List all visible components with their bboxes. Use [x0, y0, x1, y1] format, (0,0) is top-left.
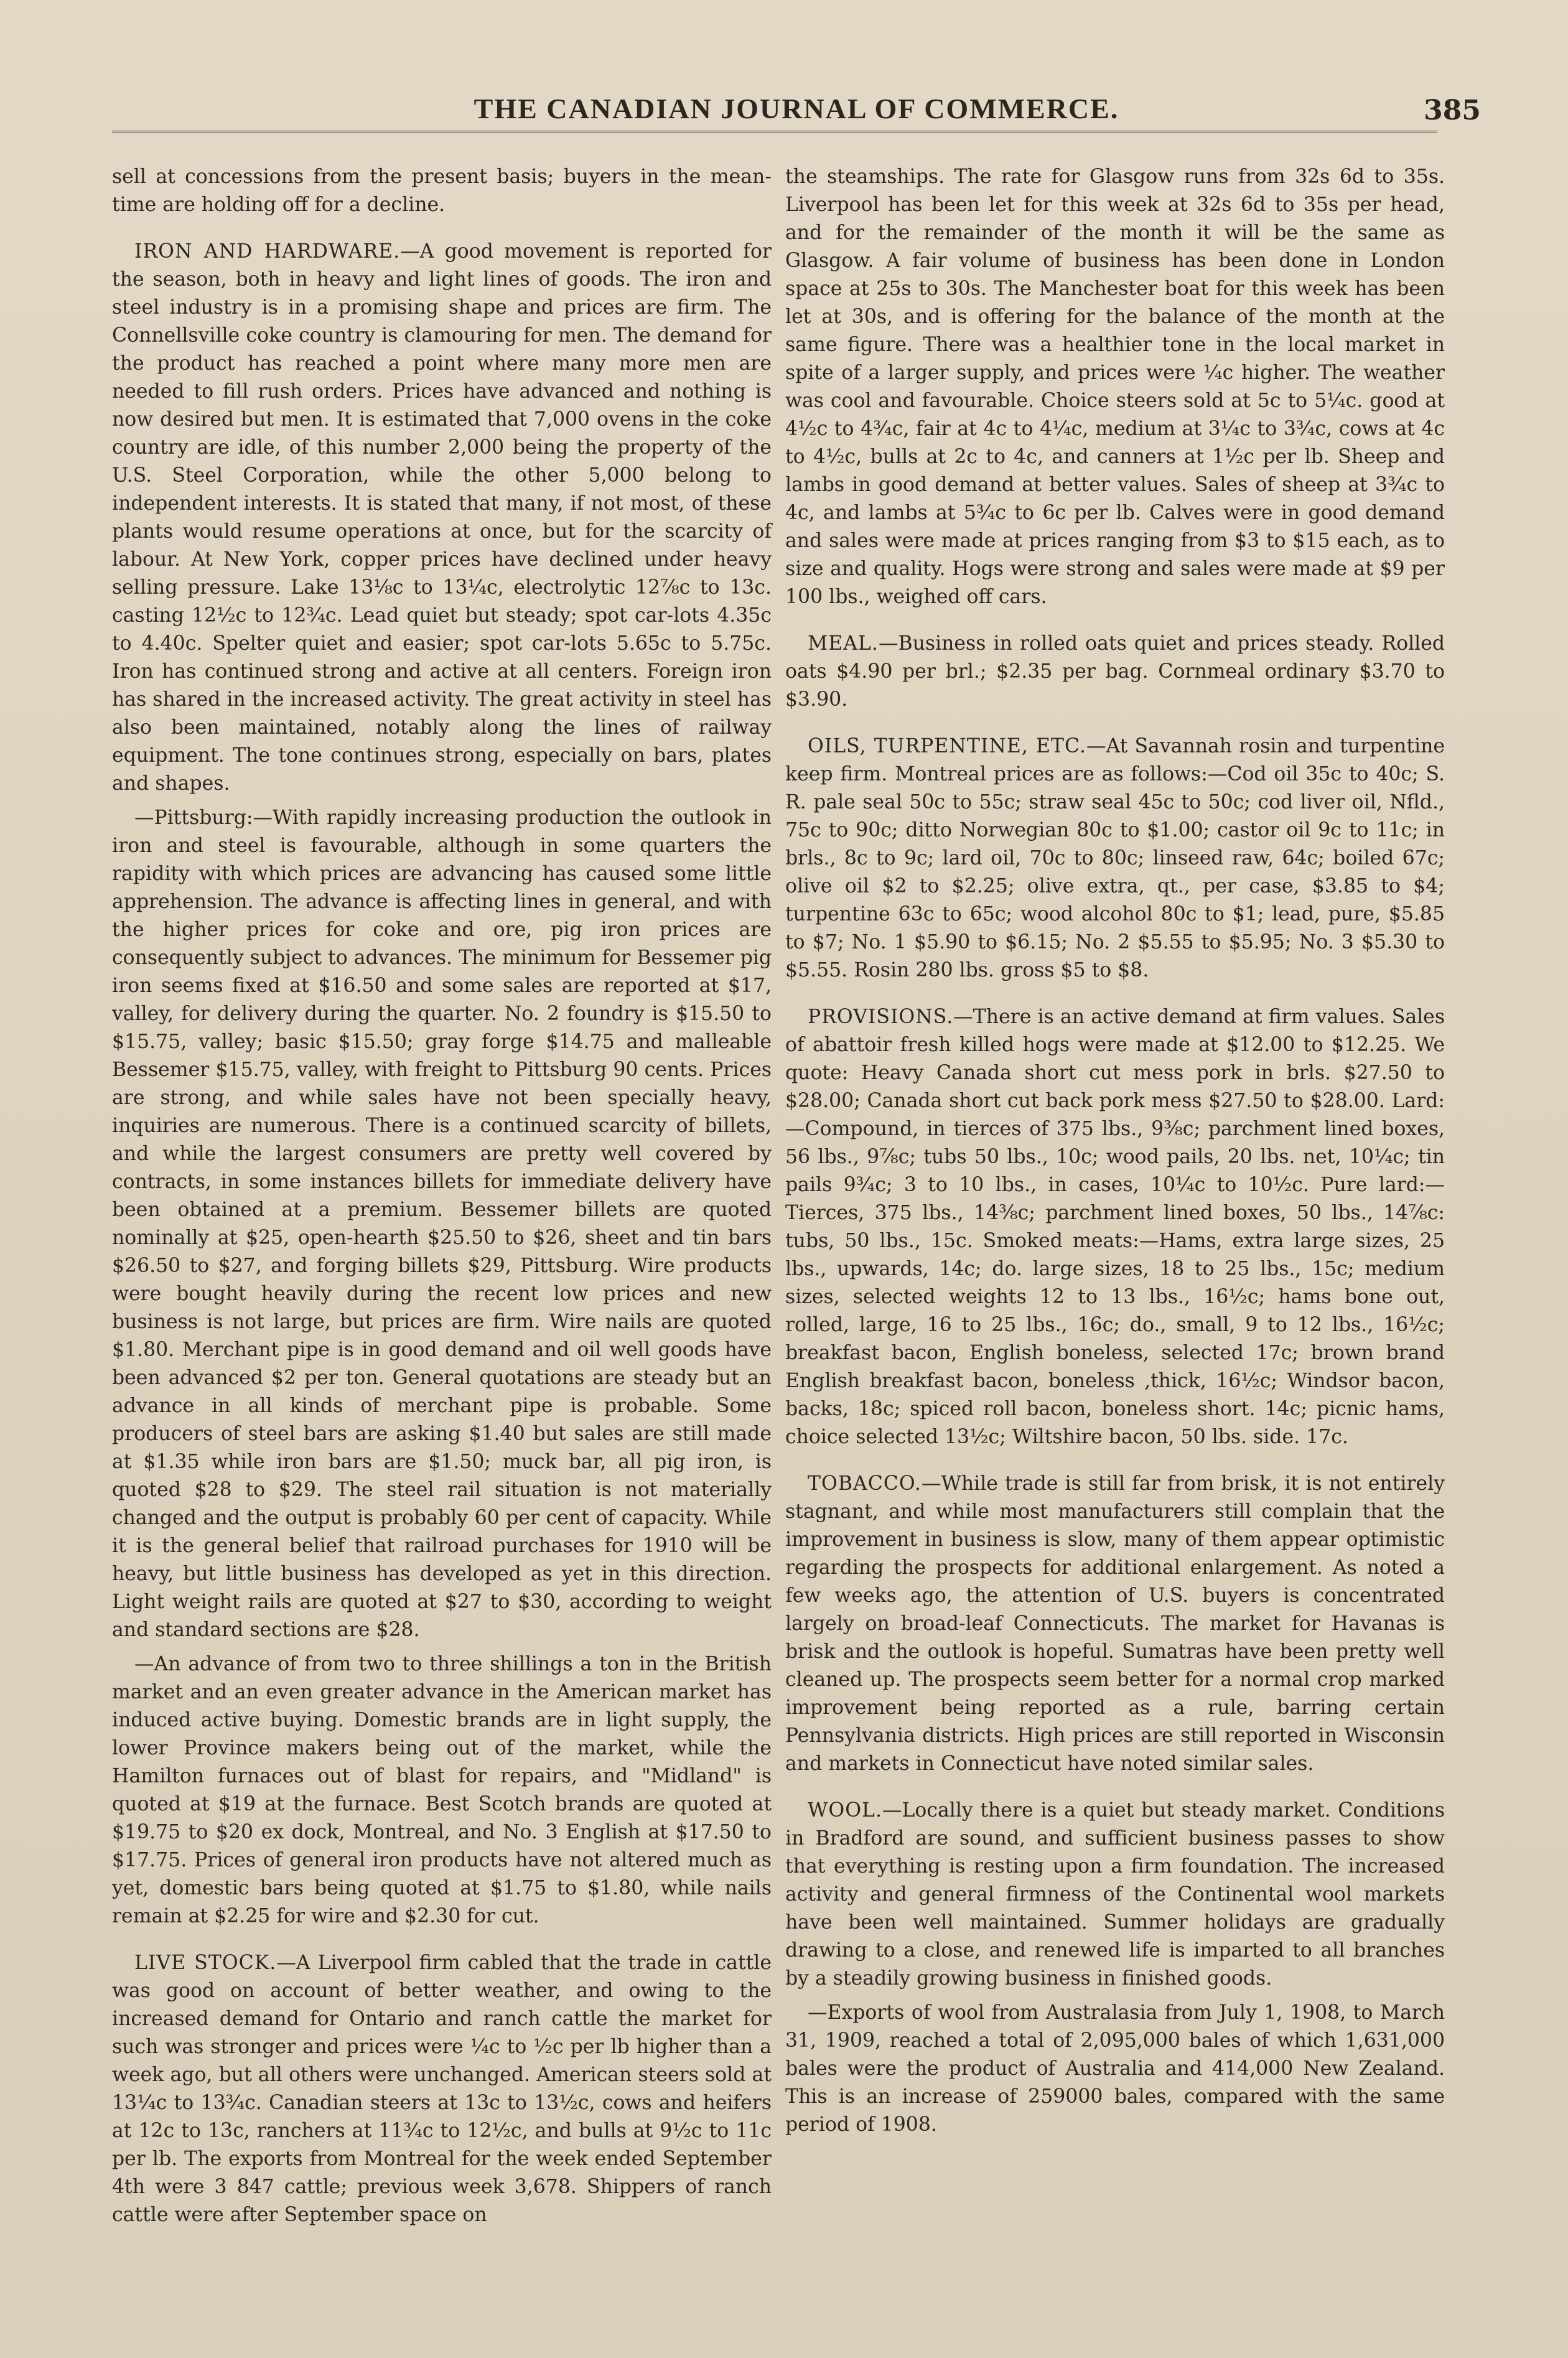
wool-section: [785, 1797, 1445, 1993]
section-body: —While trade is still far from brisk, it is not entirely stagnant, and while most manufacturers still complain that the improvement in business is slow, many of them appear optimistic regarding the prospects for additional enlargement. As noted a few weeks ago, the attention of U.S. buyers is concentrated largely on broad-leaf Connecticuts. The market for Havanas is brisk and the outlook is hopeful. Sumatras have been pretty well cleaned up. The prospects seem better for a normal crop marked improvement being reported as a rule, barring certain Pennsylvania districts. High prices are still reported in Wisconsin and markets in Connecticut have noted similar sales.: [785, 1472, 1445, 1775]
section-heading: TOBACCO.: [808, 1472, 922, 1495]
header-rule: [112, 131, 1437, 133]
section-heading: OILS, TURPENTINE, ETC.: [808, 735, 1086, 757]
section-heading: MEAL.: [808, 632, 879, 655]
section-body: —Business in rolled oats quiet and prices steady. Rolled oats $4.90 per brl.; $2.35 per bag. Cornmeal ordinary $3.70 to $3.90.: [785, 632, 1445, 711]
section-body: —Locally there is a quiet but steady market. Conditions in Bradford are sound, and sufficient business passes to show that everything is resting upon a firm foundation. The increased activity and general firmness of the Continental wool markets have been well maintained. Summer holidays are gradually drawing to a close, and renewed life is imparted to all branches by a steadily growing business in finished goods.: [785, 1799, 1445, 1990]
journal-title: THE CANADIAN JOURNAL OF COMMERCE.: [474, 93, 1119, 124]
iron-hardware-section: [112, 238, 772, 798]
section-body: —A Liverpool firm cabled that the trade in cattle was good on account of better weather, and owing to the increased demand for Ontario and ranch cattle the market for such was stronger and prices were ¼c to ½c per lb higher than a week ago, but all others were unchanged. American steers sold at 13¼c to 13¾c. Canadian steers at 13c to 13½c, cows and heifers at 12c to 13c, ranchers at 11¾c to 12½c, and bulls at 9½c to 11c per lb. The exports from Montreal for the week ended September 4th were 3 847 cattle; previous week 3,678. Shippers of ranch cattle were after September space on: [112, 1952, 772, 2226]
meal-section: [785, 630, 1445, 714]
page-header: [112, 87, 1481, 143]
section-body: —There is an active demand at firm values. Sales of abattoir fresh killed hogs were made at $12.00 to $12.25. We quote: Heavy Canada short cut mess pork in brls. $27.50 to $28.00; Canada short cut back pork mess $27.50 to $28.00. Lard:—Compound, in tierces of 375 lbs., 9⅜c; parchment lined boxes, 56 lbs., 9⅞c; tubs 50 lbs., 10c; wood pails, 20 lbs. net, 10¼c; tin pails 9¾c; 3 to 10 lbs., in cases, 10¼c to 10½c. Pure lard:—Tierces, 375 lbs., 14⅜c; parchment lined boxes, 50 lbs., 14⅞c: tubs, 50 lbs., 15c. Smoked meats:—Hams, extra large sizes, 25 lbs., upwards, 14c; do. large sizes, 18 to 25 lbs., 15c; medium sizes, selected weights 12 to 13 lbs., 16½c; hams bone out, rolled, large, 16 to 25 lbs., 16c; do., small, 9 to 12 lbs., 16½c; breakfast bacon, English boneless, selected 17c; brown brand English breakfast bacon, boneless ,thick, 16½c; Windsor bacon, backs, 18c; spiced roll bacon, boneless short. 14c; picnic hams, choice selected 13½c; Wiltshire bacon, 50 lbs. side. 17c.: [785, 1006, 1445, 1448]
oils-section: [785, 732, 1445, 985]
section-heading: IRON AND HARDWARE.: [134, 240, 401, 263]
section-heading: LIVE STOCK.: [134, 1952, 277, 1974]
section-body: —At Savannah rosin and turpentine keep firm. Montreal prices are as follows:—Cod oil 35c to 40c; S. R. pale seal 50c to 55c; straw seal 45c to 50c; cod liver oil, Nfld., 75c to 90c; ditto Norwegian 80c to $1.00; castor oil 9c to 11c; in brls., 8c to 9c; lard oil, 70c to 80c; linseed raw, 64c; boiled 67c; olive oil $2 to $2.25; olive extra, qt., per case, $3.85 to $4; turpentine 63c to 65c; wood alcohol 80c to $1; lead, pure, $5.85 to $7; No. 1 $5.90 to $6.15; No. 2 $5.55 to $5.95; No. 3 $5.30 to $5.55. Rosin 280 lbs. gross $5 to $8.: [785, 735, 1445, 981]
continued-paragraph: sell at concessions from the present basis; buyers in the mean-time are holding off for a decline.: [112, 166, 772, 216]
right-column: [785, 163, 1445, 2158]
live-stock-section: [112, 1949, 772, 2229]
provisions-section: [785, 1003, 1445, 1451]
pittsburg-paragraph: —Pittsburg:—With rapidly increasing production the outlook in iron and steel is favourable, although in some quarters the rapidity with which prices are advancing has caused some little apprehension. The advance is affecting lines in general, and with the higher prices for coke and ore, pig iron prices are consequently subject to advances. The minimum for Bessemer pig iron seems fixed at $16.50 and some sales are reported at $17, valley, for delivery during the quarter. No. 2 foundry is $15.50 to $15.75, valley; basic $15.50; gray forge $14.75 and malleable Bessemer $15.75, valley, with freight to Pittsburg 90 cents. Prices are strong, and while sales have not been specially heavy, inquiries are numerous. There is a continued scarcity of billets, and while the largest consumers are pretty well covered by contracts, in some instances billets for immediate delivery have been obtained at a premium. Bessemer billets are quoted nominally at $25, open-hearth $25.50 to $26, sheet and tin bars $26.50 to $27, and forging billets $29, Pittsburg. Wire products were bought heavily during the recent low prices and new business is not large, but prices are firm. Wire nails are quoted $1.80. Merchant pipe is in good demand and oil well goods have been advanced $2 per ton. General quotations are steady but an advance in all kinds of merchant pipe is probable. Some producers of steel bars are asking $1.40 but sales are still made at $1.35 while iron bars are $1.50; muck bar, all pig iron, is quoted $28 to $29. The steel rail situation is not materially changed and the output is probably 60 per cent of capacity. While it is the general belief that railroad purchases for 1910 will be heavy, but little business has developed as yet in this direction. Light weight rails are quoted at $27 to $30, according to weight and standard sections are $28.: [112, 807, 772, 1641]
section-body: —A good movement is reported for the season, both in heavy and light lines of goods. The iron and steel industry is in a promising shape and prices are firm. The Connellsville coke country is clamouring for men. The demand for the product has reached a point where many more men are needed to fill rush orders. Prices have advanced and nothing is now desired but men. It is estimated that 7,000 ovens in the coke country are idle, of this number 2,000 being the property of the U.S. Steel Corporation, while the other 5,000 belong to independent interests. It is stated that many, if not most, of these plants would resume operations at once, but for the scarcity of labour. At New York, copper prices have declined under heavy selling pressure. Lake 13⅛c to 13¼c, electrolytic 12⅞c to 13c. casting 12½c to 12¾c. Lead quiet but steady; spot car-lots 4.35c to 4.40c. Spelter quiet and easier; spot car-lots 5.65c to 5.75c. Iron has continued strong and active at all centers. Foreign iron has shared in the increased activity. The great activity in steel has also been maintained, notably along the lines of railway equipment. The tone continues strong, especially on bars, plates and shapes.: [112, 240, 772, 795]
page-number: 385: [1424, 95, 1481, 126]
section-heading: WOOL.: [808, 1799, 882, 1822]
left-column: [112, 163, 772, 2248]
section-heading: PROVISIONS.: [808, 1006, 954, 1028]
live-stock-continued: the steamships. The rate for Glasgow runs from 32s 6d to 35s. Liverpool has been let for this week at 32s 6d to 35s per head, and for the remainder of the month it will be the same as Glasgow. A fair volume of business has been done in London space at 25s to 30s. The Manchester boat for this week has been let at 30s, and is offering for the balance of the month at the same figure. There was a healthier tone in the local market in spite of a larger supply, and prices were ¼c higher. The weather was cool and favourable. Choice steers sold at 5c to 5¼c. good at 4½c to 4¾c, fair at 4c to 4¼c, medium at 3¼c to 3¾c, cows at 4c to 4½c, bulls at 2c to 4c, and canners at 1½c per lb. Sheep and lambs in good demand at better values. Sales of sheep at 3¾c to 4c, and lambs at 5¾c to 6c per lb. Calves were in good demand and sales were made at prices ranging from $3 to $15 each, as to size and quality. Hogs were strong and sales were made at $9 per 100 lbs., weighed off cars.: [785, 166, 1445, 608]
wool-exports-paragraph: —Exports of wool from Australasia from July 1, 1908, to March 31, 1909, reached a total of 2,095,000 bales of which 1,631,000 bales were the product of Australia and 414,000 New Zealand. This is an increase of 259000 bales, compared with the same period of 1908.: [785, 2001, 1445, 2136]
british-market-paragraph: —An advance of from two to three shillings a ton in the British market and an even greater advance in the American market has induced active buying. Domestic brands are in light supply, the lower Province makers being out of the market, while the Hamilton furnaces out of blast for repairs, and "Midland" is quoted at $19 at the furnace. Best Scotch brands are quoted at $19.75 to $20 ex dock, Montreal, and No. 3 English at $17.50 to $17.75. Prices of general iron products have not altered much as yet, domestic bars being quoted at $1.75 to $1.80, while nails remain at $2.25 for wire and $2.30 for cut.: [112, 1653, 772, 1927]
tobacco-section: [785, 1470, 1445, 1778]
